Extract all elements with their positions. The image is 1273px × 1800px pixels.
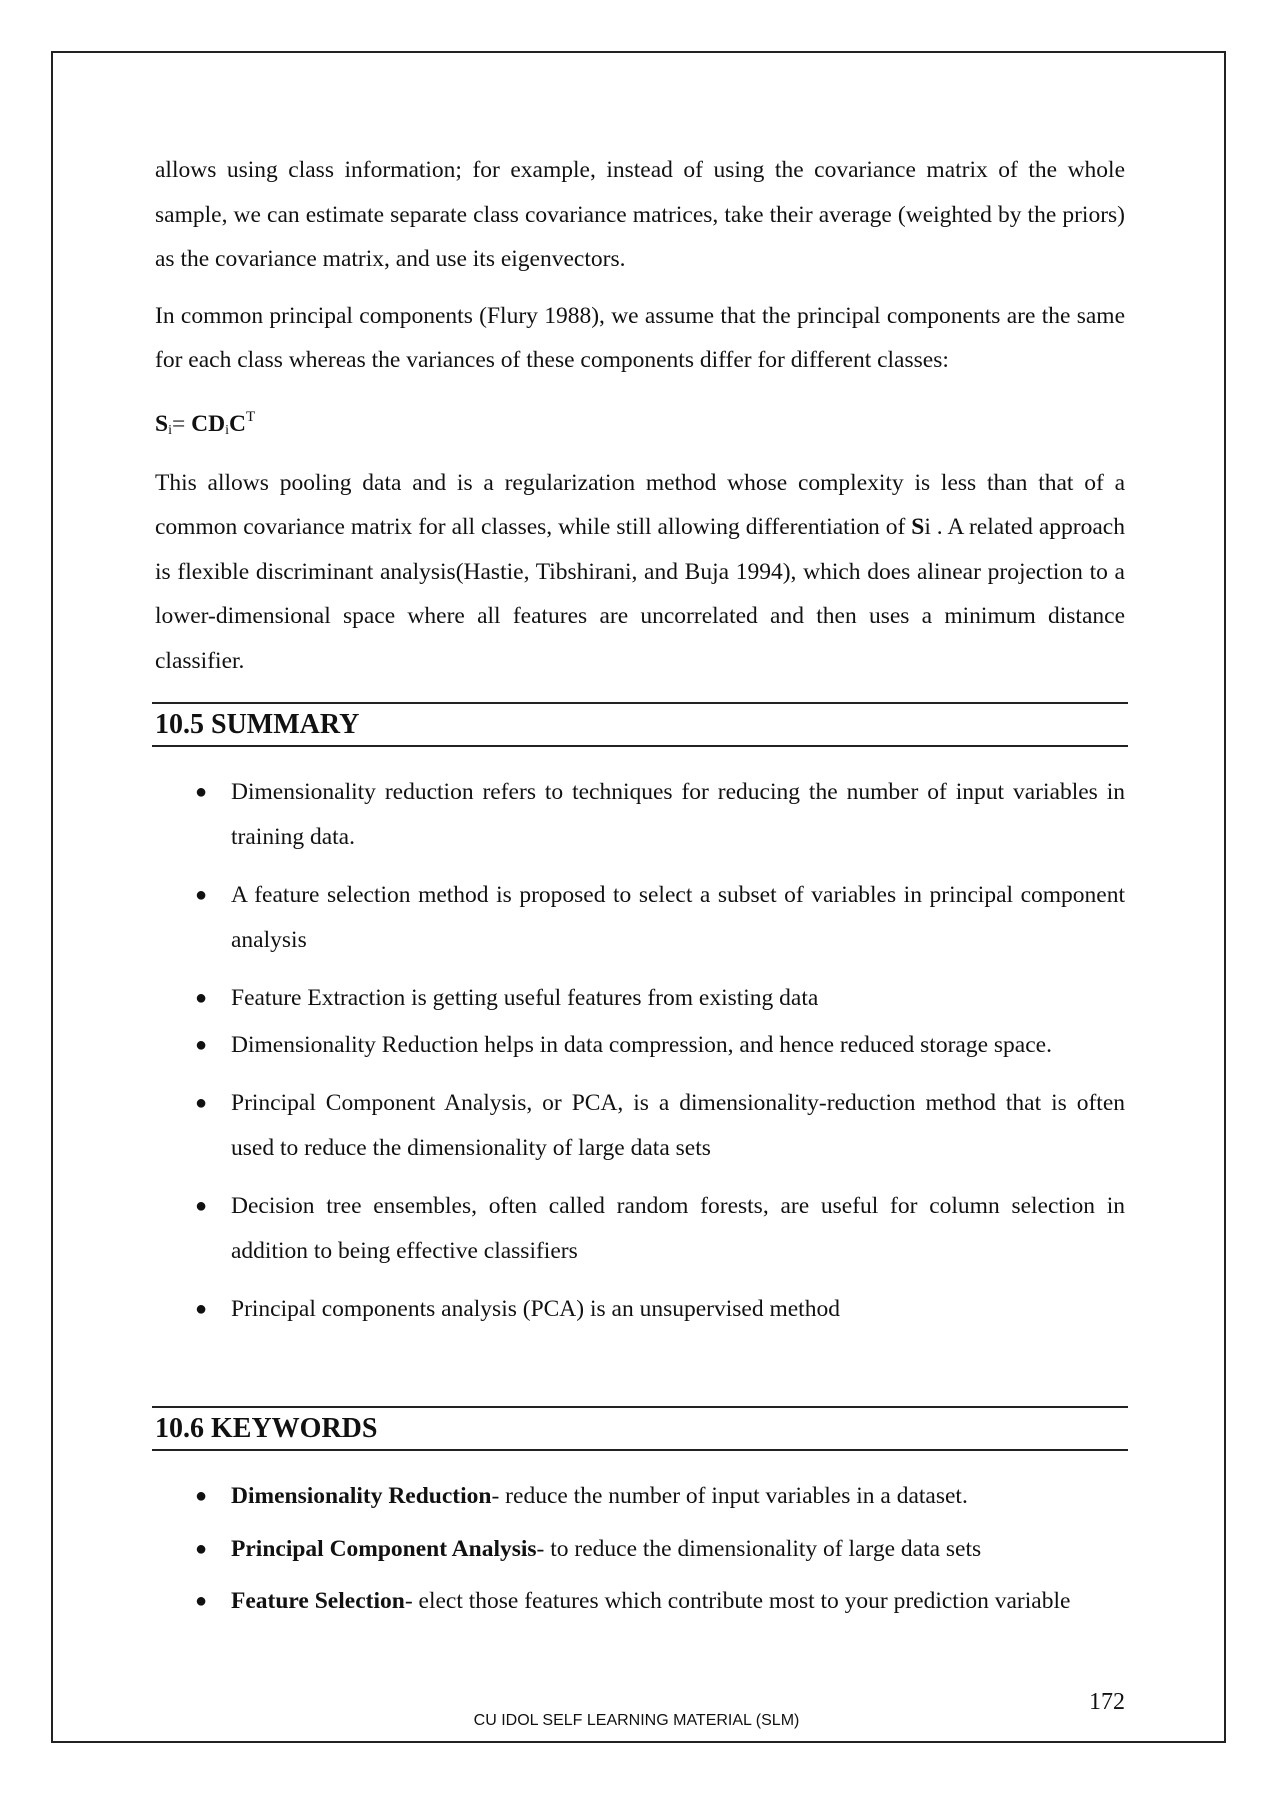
keyword-item [155,1579,1125,1619]
paragraph-common-principal-components: In common principal components (Flury 1988), we assume that the principal components are the same for each class whereas the variances of these components differ for different classes: [155,302,1125,373]
bullet-icon: ● [195,1298,208,1320]
formula-s-subscript: i [168,422,172,438]
summary-item-text: Decision tree ensembles, often called random forests, are useful for column selection in addition to being effective classifiers [231,1193,1125,1264]
footer: CU IDOL SELF LEARNING MATERIAL (SLM) [473,1712,800,1729]
formula-equals: = [171,410,192,437]
paragraph-pooling-data [155,461,1125,684]
summary-list [155,770,1125,1332]
keyword-definition: - elect those features which contribute most to your prediction variable [404,1588,1071,1614]
formula-cd: CD [191,410,226,437]
body-text [155,148,1125,695]
bullet-icon: ● [195,987,208,1009]
bullet-icon: ● [195,1485,208,1507]
paragraph-class-covariance: allows using class information; for example, instead of using the covariance matrix of the whole sample, we can estimate separate class covariance matrices, take their average (weighted by the priors) as the covariance matrix, and use its eigenvectors. [155,157,1125,272]
summary-item-text: Principal Component Analysis, or PCA, is a dimensionality-reduction method that is often used to reduce the dimensionality of large data sets [231,1090,1125,1161]
summary-item-text: Feature Extraction is getting useful features from existing data [231,985,819,1011]
summary-item-text: A feature selection method is proposed to select a subset of variables in principal component analysis [231,882,1125,953]
bullet-icon: ● [195,1590,208,1612]
bullet-icon: ● [195,1537,208,1560]
summary-item [155,1023,1125,1068]
keywords-list [155,1474,1125,1619]
keywords-heading: 10.6 KEYWORDS [155,1413,378,1444]
summary-item [155,976,1125,1021]
summary-item [155,770,1125,859]
formula-transpose: T [245,408,256,425]
formula [155,395,1125,453]
formula-d-subscript: i [225,422,229,438]
keyword-term: Principal Component Analysis [231,1535,537,1562]
paragraph-pooling-text-a: This allows pooling data and is a regularization method whose complexity is less than that of a common covariance matrix for all classes, while still allowing differentiation of [155,469,1125,540]
paragraph-pooling-text-b: i . A related approach is flexible discriminant analysis(Hastie, Tibshirani, and Buja 1994), which does alinear projection to a lower-dimensional space where all features are uncorrelated and then uses a minimum distance classifier. [155,514,1125,674]
summary-item-text: Dimensionality reduction refers to techniques for reducing the number of input variables in training data. [231,779,1125,850]
keyword-definition: - to reduce the dimensionality of large data sets [536,1535,982,1562]
page-number: 172 [1089,1689,1125,1715]
bullet-icon: ● [195,884,208,906]
bullet-icon: ● [195,1033,208,1056]
keyword-term: Feature Selection [231,1588,405,1614]
bullet-icon: ● [195,1092,208,1114]
keyword-item [155,1474,1125,1519]
summary-heading: 10.5 SUMMARY [155,709,360,740]
formula-s: S [155,410,169,437]
summary-item [155,1287,1125,1332]
keyword-item [155,1527,1125,1572]
summary-heading-box [152,702,1128,747]
summary-item [155,1081,1125,1170]
bullet-icon: ● [195,1195,208,1217]
paragraph-pooling-bold-s: S [911,514,925,540]
summary-item [155,1184,1125,1273]
keyword-definition: - reduce the number of input variables in a dataset. [491,1483,968,1509]
bullet-icon: ● [195,781,208,803]
summary-item-text: Principal components analysis (PCA) is an unsupervised method [231,1296,840,1322]
keyword-term: Dimensionality Reduction [231,1483,492,1509]
keywords-heading-box [152,1406,1128,1451]
formula-c: C [228,410,246,437]
summary-item [155,873,1125,962]
summary-item-text: Dimensionality Reduction helps in data compression, and hence reduced storage space. [231,1031,1052,1058]
